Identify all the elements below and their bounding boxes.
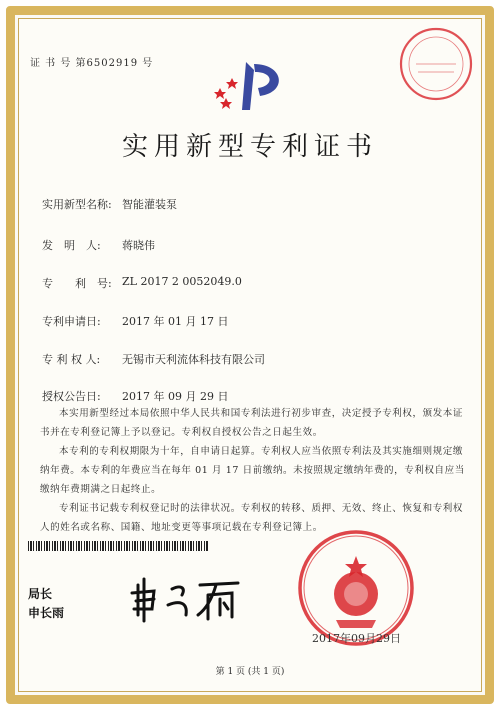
page-title: 实用新型专利证书 <box>121 132 378 162</box>
agency-seal-icon <box>398 26 474 102</box>
handwritten-signature-icon <box>128 575 248 625</box>
field-value-filing-date: 2017 年 01 月 17 日 <box>122 315 229 328</box>
field-label-patentee: 专 利 权 人: <box>42 353 101 366</box>
page-footer: 第 1 页 (共 1 页) <box>215 667 285 677</box>
field-value-patentee: 无锡市天利流体科技有限公司 <box>122 353 265 366</box>
signature-title: 局长 <box>28 587 53 601</box>
field-label-patent-no: 专 利 号: <box>42 277 112 290</box>
body-paragraph-3: 专利证书记载专利权登记时的法律状况。专利权的转移、质押、无效、终止、恢复和专利权人的姓名或名称、国籍、地址变更等事项记载在专利登记簿上。 <box>40 503 464 533</box>
field-label-inventor: 发 明 人: <box>42 239 101 252</box>
field-value-patent-no: ZL 2017 2 0052049.0 <box>122 275 242 288</box>
patent-office-logo-icon <box>204 58 294 118</box>
field-label-grant-date: 授权公告日: <box>42 390 101 403</box>
certificate-number: 证 书 号 第6502919 号 <box>30 58 154 69</box>
field-value-inventor: 蒋晓伟 <box>122 239 155 252</box>
body-paragraph-2: 本专利的专利权期限为十年，自申请日起算。专利权人应当依照专利法及其实施细则规定缴纳年费。本专利的年费应当在每年 01 月 17 日前缴纳。未按照规定缴纳年费的，专利权自应当缴纳年费期满之日起终止。 <box>40 446 465 495</box>
field-value-grant-date: 2017 年 09 月 29 日 <box>122 390 229 403</box>
signature-name: 申长雨 <box>28 606 65 620</box>
field-label-filing-date: 专利申请日: <box>42 315 101 328</box>
field-value-name: 智能灌装泵 <box>122 198 177 211</box>
seal-date: 2017年09月29日 <box>312 632 401 645</box>
barcode <box>28 541 208 551</box>
body-paragraph-1: 本实用新型经过本局依照中华人民共和国专利法进行初步审查，决定授予专利权，颁发本证书并在专利登记簿上予以登记。专利权自授权公告之日起生效。 <box>40 408 464 438</box>
field-label-name: 实用新型名称: <box>42 198 112 211</box>
